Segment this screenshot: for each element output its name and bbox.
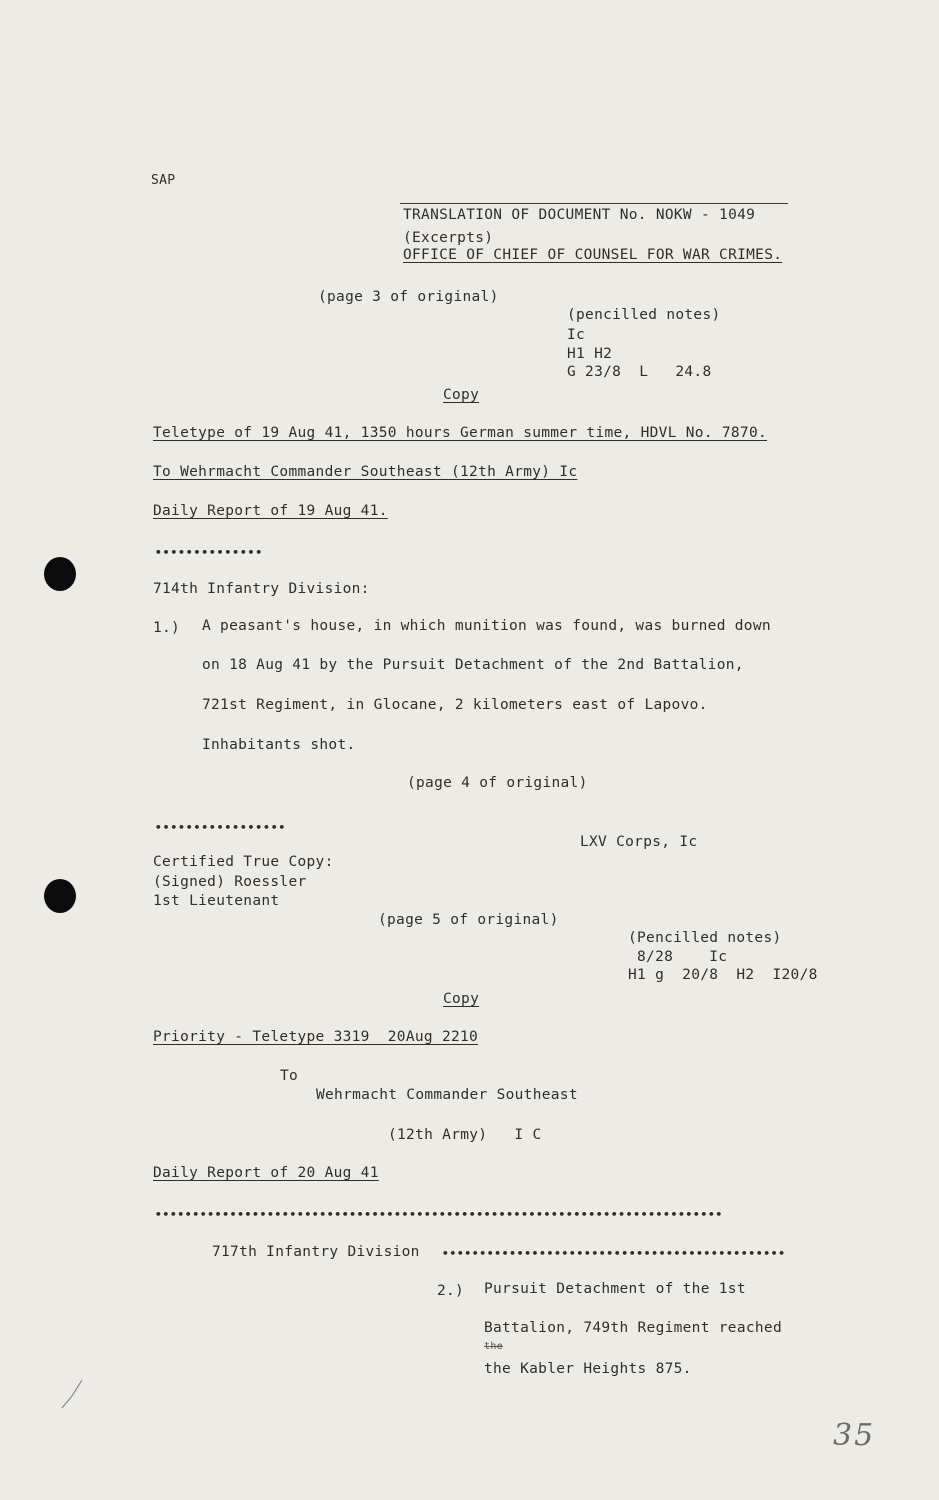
pencilled-notes-2-line3: H1 g 20/8 H2 I20/8 bbox=[628, 967, 818, 983]
document-subtitle: (Excerpts) bbox=[403, 230, 494, 246]
item-1-line-3: 721st Regiment, in Glocane, 2 kilometers east of Lapovo. bbox=[202, 697, 708, 713]
copy-label-2: Copy bbox=[443, 991, 480, 1007]
copy-label-1: Copy bbox=[443, 387, 480, 403]
item-2-line-3: the Kabler Heights 875. bbox=[484, 1361, 692, 1377]
pencilled-notes-2: (Pencilled notes) bbox=[628, 930, 782, 946]
certified-line-3: 1st Lieutenant bbox=[153, 893, 280, 909]
item-number-2: 2.) bbox=[437, 1283, 465, 1299]
typist-initials: SAP bbox=[151, 173, 176, 188]
page-ref-4: (page 4 of original) bbox=[407, 775, 588, 791]
to-label: To bbox=[280, 1068, 299, 1084]
item-1-line-2: on 18 Aug 41 by the Pursuit Detachment of the 2nd Battalion, bbox=[202, 657, 744, 673]
pencilled-notes-1-line3: H1 H2 bbox=[567, 346, 613, 362]
addressee-line: To Wehrmacht Commander Southeast (12th Army) Ic bbox=[153, 464, 578, 480]
certified-line-1: Certified True Copy: bbox=[153, 854, 334, 870]
item-1-line-1: A peasant's house, in which munition was found, was burned down bbox=[202, 618, 771, 634]
certified-line-2: (Signed) Roessler bbox=[153, 874, 307, 890]
page-ref-3: (page 3 of original) bbox=[318, 289, 499, 305]
army-line: (12th Army) I C bbox=[388, 1127, 542, 1143]
header-rule bbox=[400, 203, 788, 204]
omission-dots-2: ••••••••••••••••• bbox=[155, 821, 287, 834]
pencilled-notes-1: (pencilled notes) bbox=[567, 307, 721, 323]
division-717: 717th Infantry Division bbox=[212, 1244, 420, 1260]
pencilled-notes-1-line4: G 23/8 L 24.8 bbox=[567, 364, 712, 380]
office-line: OFFICE OF CHIEF OF COUNSEL FOR WAR CRIMES. bbox=[403, 247, 783, 263]
division-714: 714th Infantry Division: bbox=[153, 581, 370, 597]
document-title: TRANSLATION OF DOCUMENT No. NOKW - 1049 bbox=[403, 207, 756, 223]
teletype-line: Teletype of 19 Aug 41, 1350 hours German summer time, HDVL No. 7870. bbox=[153, 425, 768, 441]
division-leader-dots: •••••••••••••••••••••••••••••••••••••••••••••• bbox=[442, 1247, 786, 1260]
pencilled-notes-2-line2: 8/28 Ic bbox=[628, 949, 728, 965]
punch-hole-top bbox=[44, 557, 76, 591]
item-2-line-2: Battalion, 749th Regiment reached bbox=[484, 1320, 782, 1336]
addressee-2: Wehrmacht Commander Southeast bbox=[316, 1087, 578, 1103]
omission-dots-3: •••••••••••••••••••••••••••••••••••••••••••••••••••••••••••••••••••••••••••• bbox=[155, 1208, 723, 1221]
struck-word: the bbox=[484, 1341, 503, 1352]
item-number-1: 1.) bbox=[153, 620, 181, 636]
daily-report-2: Daily Report of 20 Aug 41 bbox=[153, 1165, 379, 1181]
item-1-line-4: Inhabitants shot. bbox=[202, 737, 356, 753]
corps-signature: LXV Corps, Ic bbox=[580, 834, 698, 850]
priority-line: Priority - Teletype 3319 20Aug 2210 bbox=[153, 1029, 479, 1045]
item-2-line-1: Pursuit Detachment of the 1st bbox=[484, 1281, 746, 1297]
daily-report-1: Daily Report of 19 Aug 41. bbox=[153, 503, 388, 519]
page-number: 35 bbox=[833, 1418, 876, 1453]
pencilled-notes-1-line2: Ic bbox=[567, 327, 586, 343]
pencil-mark bbox=[58, 1378, 88, 1412]
omission-dots-1: •••••••••••••• bbox=[155, 546, 264, 559]
page-ref-5: (page 5 of original) bbox=[378, 912, 559, 928]
punch-hole-bottom bbox=[44, 879, 76, 913]
